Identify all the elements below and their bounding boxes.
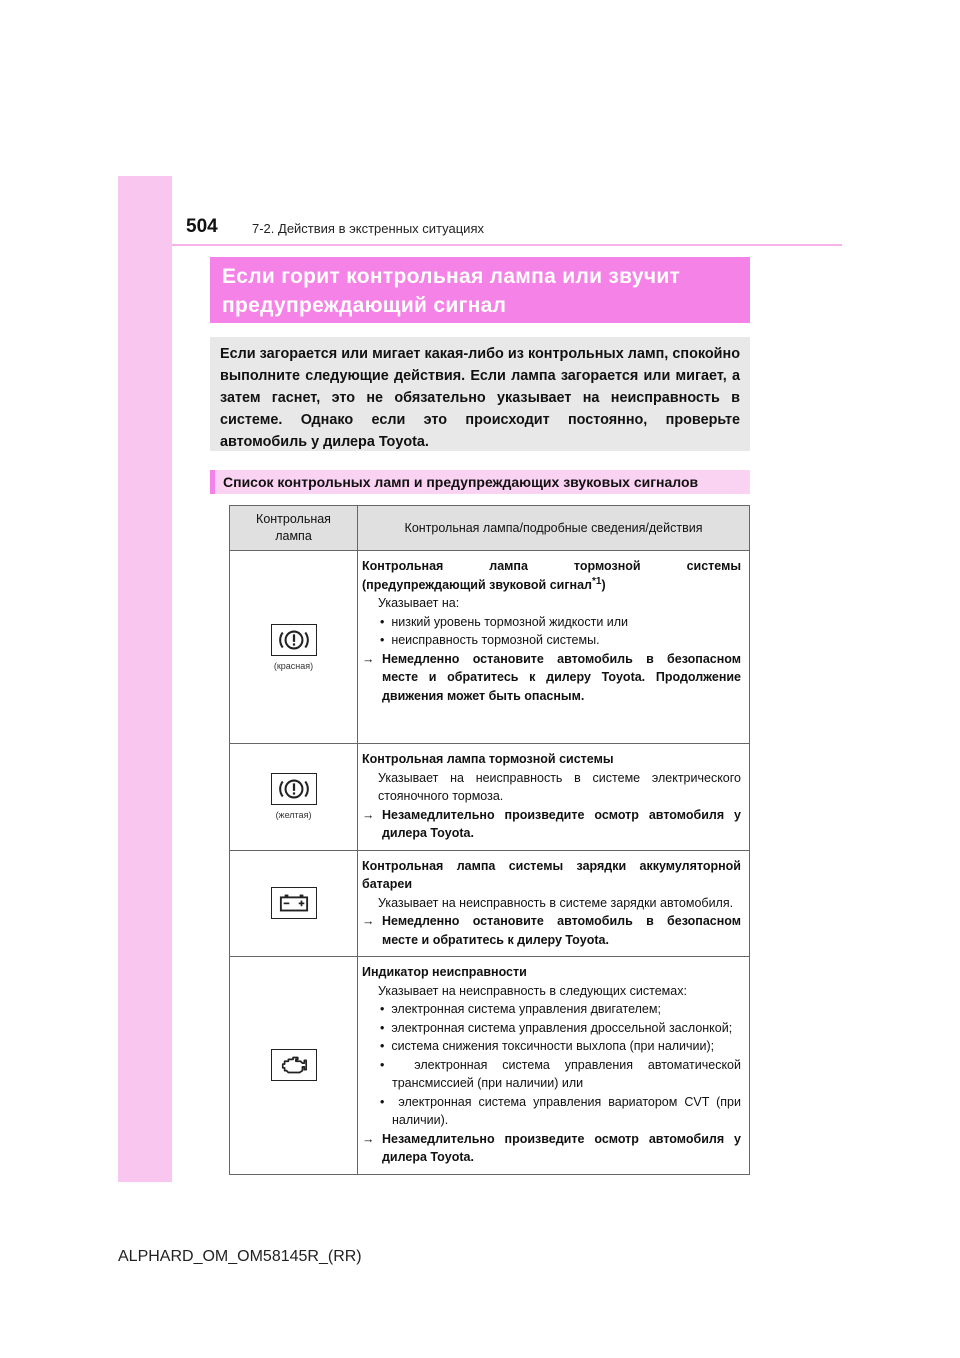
page-title — [210, 257, 750, 323]
lamp-title-cont: батареи — [362, 877, 413, 891]
lamp-title: Контрольная лампа тормозной системы — [362, 752, 614, 766]
arrow-icon: → — [362, 651, 375, 666]
lamp-action — [362, 1130, 741, 1167]
col-header-lamp: Контрольная лампа — [230, 506, 358, 551]
details-cell — [358, 957, 750, 1175]
header-divider — [172, 244, 842, 246]
col-header-details: Контрольная лампа/подробные сведения/действия — [358, 506, 750, 551]
lamp-title: Контрольная лампа тормозной системы — [362, 559, 741, 573]
side-color-band — [118, 176, 172, 1182]
intro-paragraph: Если загорается или мигает какая-либо из контрольных ламп, спокойно выполните следующие действия. Если лампа загорается или мигает, а затем гаснет, это не обязательно указывает на неисправность в системе. Однако если это происходит постоянно, проверьте автомобиль у дилера Toyota. — [210, 337, 750, 451]
table-row — [230, 744, 750, 851]
lamp-cell — [230, 744, 358, 851]
lamp-cell — [230, 957, 358, 1175]
lamp-description: Указывает на неисправность в системе электрического стояночного тормоза. — [378, 770, 741, 803]
table-header-row — [230, 506, 750, 551]
document-footer: ALPHARD_OM_OM58145R_(RR) — [118, 1248, 362, 1265]
list-item-text: электронная система управления дроссельной заслонкой; — [391, 1020, 733, 1035]
lamp-description: Указывает на неисправность в следующих системах: — [378, 983, 687, 998]
footnote-mark: *1 — [592, 575, 602, 587]
warning-lamps-table — [229, 505, 750, 1175]
brake-warning-icon — [271, 773, 317, 805]
lamp-title-cont — [362, 576, 741, 595]
table-row — [230, 551, 750, 744]
lamp-description: Указывает на неисправность в системе зарядки автомобиля. — [378, 895, 734, 910]
page-title-line-1: Если горит контрольная лампа или звучит — [222, 265, 681, 288]
list-item-text: электронная система управления автоматической трансмиссией (при наличии) или — [392, 1057, 741, 1090]
lamp-title: Контрольная лампа системы зарядки аккумуляторной — [362, 858, 741, 873]
list-item-text: электронная система управления вариатором CVT (при наличии). — [392, 1094, 741, 1127]
list-item-text: низкий уровень тормозной жидкости или — [391, 614, 629, 629]
list-item: • электронная система управления дроссельной заслонкой; — [380, 1020, 733, 1035]
lamp-indicates: Указывает на: — [378, 596, 460, 610]
lamp-title-text: (предупреждающий звуковой сигнал — [362, 577, 592, 592]
list-item: • электронная система управления вариатором CVT (при наличии). — [380, 1094, 741, 1127]
lamp-color-caption: (желтая) — [275, 810, 312, 821]
details-cell — [358, 551, 750, 744]
table-row — [230, 957, 750, 1175]
lamp-cell — [230, 551, 358, 744]
check-engine-icon — [271, 1049, 317, 1081]
page-number: 504 — [186, 216, 218, 237]
list-item: • электронная система управления двигателем; — [380, 1002, 661, 1016]
lamp-title-end: ) — [601, 577, 606, 592]
lamp-action-text: Незамедлительно произведите осмотр автомобиля у дилера Toyota. — [382, 807, 741, 840]
details-cell — [358, 850, 750, 957]
list-item: • система снижения токсичности выхлопа (при наличии); — [380, 1039, 715, 1053]
lamp-action — [362, 806, 741, 843]
list-subtitle: Список контрольных ламп и предупреждающих звуковых сигналов — [210, 470, 750, 494]
lamp-action-text: Немедленно остановите автомобиль в безопасном месте и обратитесь к дилеру Toyota. Продолжение движения может быть опасным. — [382, 651, 741, 703]
list-item-text: неисправность тормозной системы. — [391, 633, 600, 647]
lamp-title: Индикатор неисправности — [362, 965, 527, 979]
list-item: • низкий уровень тормозной жидкости или — [380, 614, 629, 629]
brake-warning-icon — [271, 624, 317, 656]
lamp-action — [362, 650, 741, 706]
arrow-icon: → — [362, 914, 375, 928]
lamp-action-text: Незамедлительно произведите осмотр автомобиля у дилера Toyota. — [382, 1131, 741, 1164]
section-title: 7-2. Действия в экстренных ситуациях — [252, 221, 484, 236]
details-cell — [358, 744, 750, 851]
table-row — [230, 850, 750, 957]
lamp-action-text: Немедленно остановите автомобиль в безопасном месте и обратитесь к дилеру Toyota. — [382, 914, 741, 947]
lamp-color-caption: (красная) — [273, 660, 314, 671]
lamp-cell — [230, 850, 358, 957]
page-title-line-2: предупреждающий сигнал — [222, 294, 507, 317]
arrow-icon: → — [362, 807, 375, 822]
list-item: • неисправность тормозной системы. — [380, 633, 600, 647]
list-item: • электронная система управления автоматической трансмиссией (при наличии) или — [380, 1057, 741, 1090]
battery-icon — [271, 887, 317, 919]
list-item-text: система снижения токсичности выхлопа (при наличии); — [391, 1039, 715, 1053]
arrow-icon: → — [362, 1131, 375, 1146]
list-item-text: электронная система управления двигателем; — [391, 1002, 661, 1016]
lamp-action — [362, 912, 741, 949]
